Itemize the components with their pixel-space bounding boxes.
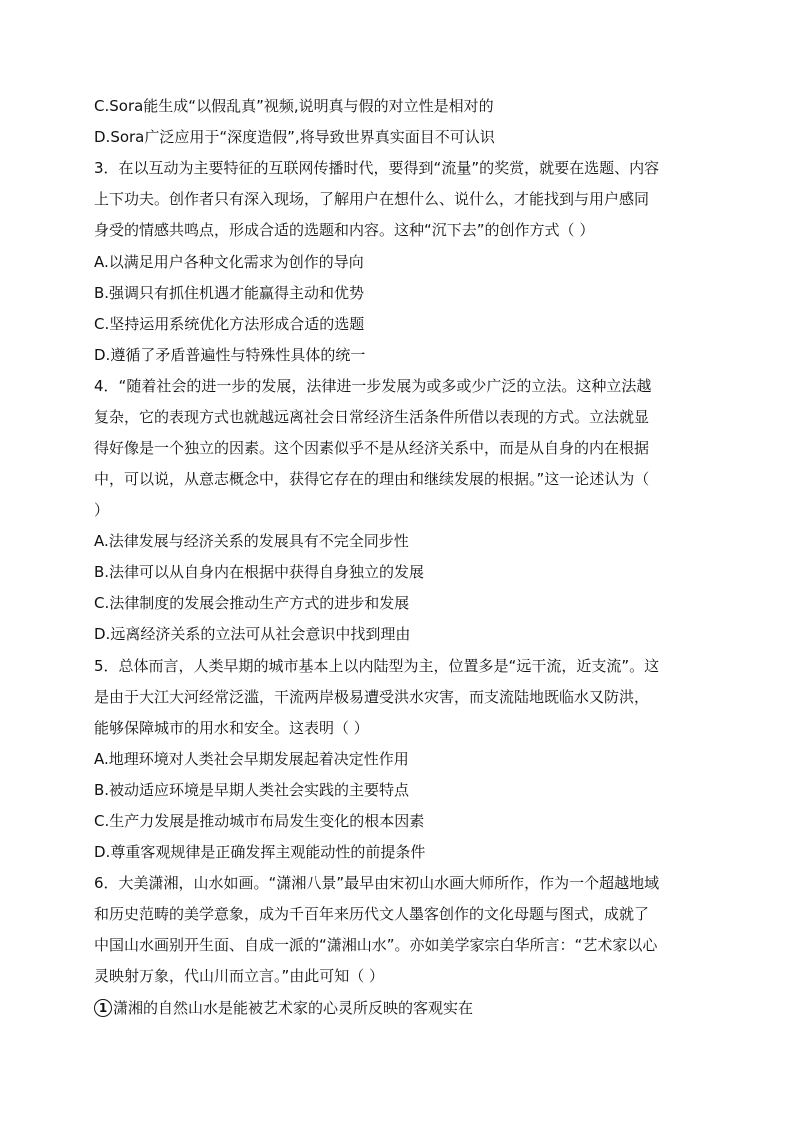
q4-stem-line-5: ） bbox=[94, 501, 110, 519]
q3-stem-line-3: 身受的情感共鸣点，形成合适的选题和内容。这种“沉下去”的创作方式（ ） bbox=[94, 221, 595, 239]
q5-stem-line-1: 5．总体而言，人类早期的城市基本上以内陆型为主，位置多是“远干流，近支流”。这 bbox=[94, 657, 660, 675]
q6-option-1 bbox=[94, 997, 704, 1019]
q6-option-1-text: 潇湘的自然山水是能被艺术家的心灵所反映的客观实在 bbox=[113, 999, 474, 1017]
q4-stem-line-4: 中，可以说，从意志概念中，获得它存在的理由和继续发展的根据。”这一论述认为（ bbox=[94, 470, 650, 488]
q6-stem-line-3: 中国山水画别开生面、自成一派的“潇湘山水”。亦如美学家宗白华所言：“艺术家以心 bbox=[94, 936, 658, 954]
q3-option-d: D.遵循了矛盾普遍性与特殊性具体的统一 bbox=[94, 346, 366, 364]
q3-option-a: A.以满足用户各种文化需求为创作的导向 bbox=[94, 253, 364, 271]
q2-option-c: C.Sora能生成“以假乱真”视频,说明真与假的对立性是相对的 bbox=[94, 97, 494, 115]
q4-stem-line-1: 4．“随着社会的进一步的发展，法律进一步发展为或多或少广泛的立法。这种立法越 bbox=[94, 377, 652, 395]
circled-number-marker: 1 bbox=[94, 999, 112, 1017]
q5-option-d: D.尊重客观规律是正确发挥主观能动性的前提条件 bbox=[94, 843, 426, 861]
q4-option-c: C.法律制度的发展会推动生产方式的进步和发展 bbox=[94, 594, 410, 612]
q3-stem-line-1: 3．在以互动为主要特征的互联网传播时代，要得到“流量”的奖赏，就要在选题、内容 bbox=[94, 159, 660, 177]
q2-option-d: D.Sora广泛应用于“深度造假”,将导致世界真实面目不可认识 bbox=[94, 128, 495, 146]
q4-option-d: D.远离经济关系的立法可从社会意识中找到理由 bbox=[94, 625, 411, 643]
q6-stem-line-4: 灵映射万象，代山川而立言。”由此可知（ ） bbox=[94, 967, 385, 985]
q3-option-c: C.坚持运用系统优化方法形成合适的选题 bbox=[94, 315, 365, 333]
q6-stem-line-2: 和历史范畴的美学意象，成为千百年来历代文人墨客创作的文化母题与图式，成就了 bbox=[94, 905, 650, 923]
q5-stem-line-2: 是由于大江大河经常泛滥，干流两岸极易遭受洪水灾害，而支流陆地既临水又防洪， bbox=[94, 688, 650, 706]
q5-stem-line-3: 能够保障城市的用水和安全。这表明（ ） bbox=[94, 719, 369, 737]
q5-option-a: A.地理环境对人类社会早期发展起着决定性作用 bbox=[94, 750, 409, 768]
q4-stem-line-2: 复杂，它的表现方式也就越远离社会日常经济生活条件所借以表现的方式。立法就显 bbox=[94, 408, 650, 426]
q5-option-c: C.生产力发展是推动城市布局发生变化的根本因素 bbox=[94, 812, 425, 830]
q4-option-b: B.法律可以从自身内在根据中获得自身独立的发展 bbox=[94, 563, 425, 581]
q3-option-b: B.强调只有抓住机遇才能赢得主动和优势 bbox=[94, 284, 365, 302]
q5-option-b: B.被动适应环境是早期人类社会实践的主要特点 bbox=[94, 781, 410, 799]
q4-option-a: A.法律发展与经济关系的发展具有不完全同步性 bbox=[94, 532, 409, 550]
q3-stem-line-2: 上下功夫。创作者只有深入现场，了解用户在想什么、说什么，才能找到与用户感同 bbox=[94, 190, 650, 208]
q6-stem-line-1: 6．大美潇湘，山水如画。“潇湘八景”最早由宋初山水画大师所作，作为一个超越地域 bbox=[94, 874, 660, 892]
q4-stem-line-3: 得好像是一个独立的因素。这个因素似乎不是从经济关系中，而是从自身的内在根据 bbox=[94, 439, 650, 457]
